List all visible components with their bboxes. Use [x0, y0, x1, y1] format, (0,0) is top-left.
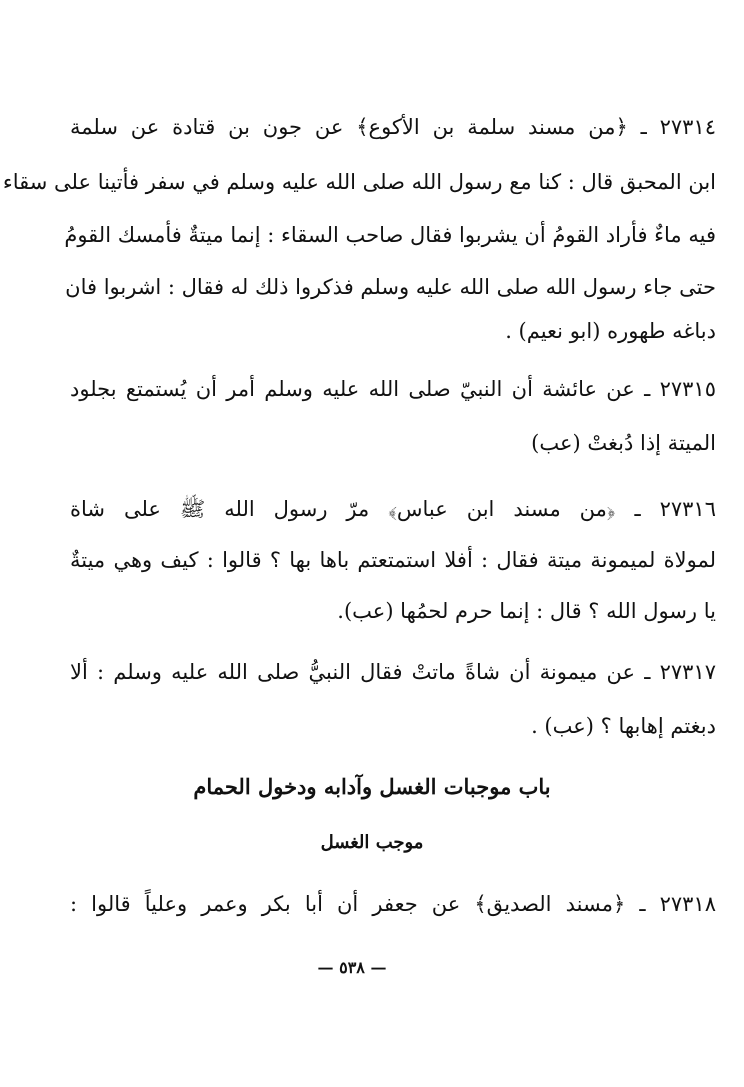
hadith-27315-line-2: الميتة إذا دُبغتْ (عب) — [531, 431, 716, 455]
hadith-27315-line-1: ٢٧٣١٥ ـ عن عائشة أن النبيّ صلى الله عليه وسلم أمر أن يُستمتع بجلود — [70, 377, 716, 401]
hadith-27317-line-2: دبغتم إهابها ؟ (عب) . — [531, 714, 716, 738]
hadith-27314-line-5: دباغه طهوره (ابو نعيم) . — [505, 319, 716, 343]
hadith-27317-line-1: ٢٧٣١٧ ـ عن ميمونة أن شاةً ماتتْ فقال النبيُّ صلى الله عليه وسلم : ألا — [70, 660, 716, 684]
hadith-27316-line-1: ٢٧٣١٦ ـ ﴿من مسند ابن عباس﴾ مرّ رسول الله ﷺ على شاة — [70, 497, 716, 521]
section-title: موجب الغسل — [320, 832, 424, 853]
page-number: — ٥٣٨ — — [317, 958, 387, 977]
hadith-27314-line-4: حتى جاء رسول الله صلى الله عليه وسلم فذكروا ذلك له فقال : اشربوا فان — [65, 275, 716, 299]
hadith-27314-line-1: ٢٧٣١٤ ـ ﴿من مسند سلمة بن الأكوع﴾ عن جون بن قتادة عن سلمة — [70, 115, 716, 139]
hadith-27314-line-2: ابن المحبق قال : كنا مع رسول الله صلى الله عليه وسلم في سفر فأتينا على سقاء — [2, 170, 716, 194]
hadith-27316-line-2: لمولاة لميمونة ميتة فقال : أفلا استمتعتم باها بها ؟ قالوا : كيف وهي ميتةٌ — [70, 548, 716, 572]
chapter-title: باب موجبات الغسل وآدابه ودخول الحمام — [193, 774, 551, 799]
hadith-27318-line-1: ٢٧٣١٨ ـ ﴿مسند الصديق﴾ عن جعفر أن أبا بكر وعمر وعلياً قالوا : — [70, 892, 716, 916]
hadith-27316-line-3: يا رسول الله ؟ قال : إنما حرم لحمُها (عب). — [337, 599, 716, 623]
hadith-27314-line-3: فيه ماءٌ فأراد القومُ أن يشربوا فقال صاحب السقاء : إنما ميتةٌ فأمسك القومُ — [64, 223, 716, 247]
